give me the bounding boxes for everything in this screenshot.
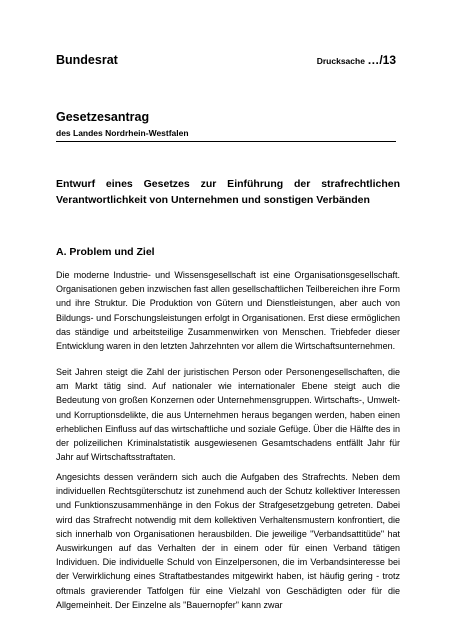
document-type-title: Gesetzesantrag (56, 110, 150, 124)
paragraph-1: Die moderne Industrie- und Wissensgesellschaft ist eine Organisationsgesellschaft. Organisationen geben inzwischen fast allen gesellschaftlichen Teilbereichen ihre Form und ihre Struktur. Die Produktion von Gütern und Dienstleistungen, aber auch von Bildungs- und Forschungsleistungen erfolgt in Organisationen. Erst diese ermöglichen das ständige und arbeitsteilige Zusammenwirken von Menschen. Triebfeder dieser Entwicklung waren in den letzten Jahrzehnten vor allem die Wirtschaftsunternehmen. (56, 270, 400, 352)
body-name: Bundesrat (56, 53, 118, 67)
drucksache-reference (317, 53, 396, 67)
section-heading: A. Problem und Ziel (56, 246, 155, 258)
drucksache-label: Drucksache (316, 56, 365, 66)
document-header (56, 53, 396, 67)
paragraph-3: Angesichts dessen verändern sich auch die Aufgaben des Strafrechts. Neben dem individuellen Rechtsgüterschutz ist zunehmend auch der Schutz kollektiver Interessen und Funktionszusammenhänge in den Fokus der Strafgesetzgebung getreten. Dabei wird das Strafrecht notwendig mit dem kollektiven Verhaltensmustern konfrontiert, die sich innerhalb von Organisationen herausbilden. Die jeweilige "Verbandsattitüde" hat Auswirkungen auf das Verhalten der in einem oder für einen Verband tätigen Individuen. Die individuelle Schuld von Einzelpersonen, die im Verbandsinteresse bei der Verwirklichung eines Straftatbestandes mitgewirkt haben, ist häufig gering - trotz oftmals gravierender Tatfolgen für eine Vielzahl von Geschädigten oder für die Allgemeinheit. Der Einzelne als "Bauernopfer" kann zwar (56, 472, 400, 610)
draft-title: Entwurf eines Gesetzes zur Einführung der strafrechtlichen Verantwortlichkeit von Unternehmen und sonstigen Verbänden (56, 178, 400, 206)
header-divider (56, 141, 396, 142)
paragraph-2: Seit Jahren steigt die Zahl der juristischen Person oder Personengesellschaften, die am Markt tätig sind. Auf nationaler wie internationaler Ebene steigt auch die Bedeutung von großen Konzernen oder Unternehmensgruppen. Wirtschafts-, Umwelt- und Korruptionsdelikte, die aus Unternehmen heraus begangen werden, haben einen erheblichen Einfluss auf das wirtschaftliche und soziale Gefüge. Über die Hälfte des in der polizeilichen Kriminalstatistik ausgewiesenen Gesamtschadens entfällt Jahr für Jahr auf Wirtschaftsstraftaten. (56, 367, 400, 463)
document-originator: des Landes Nordrhein-Westfalen (56, 128, 189, 138)
drucksache-number: …/13 (367, 53, 396, 67)
